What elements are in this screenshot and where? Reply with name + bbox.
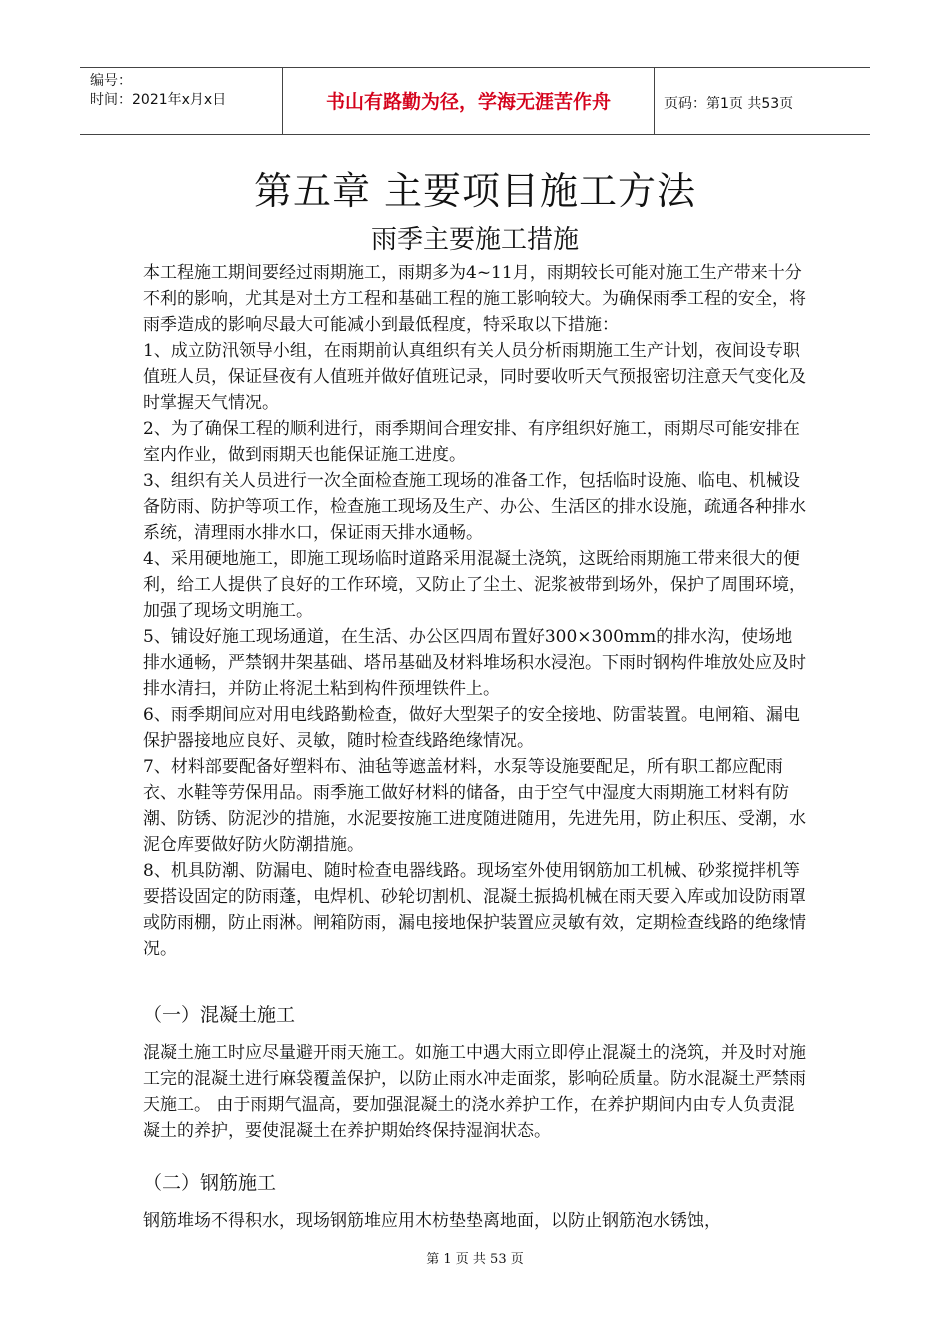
- paragraph: 5、铺设好施工现场通道，在生活、办公区四周布置好300×300mm的排水沟，使场地排水通畅，严禁钢井架基础、塔吊基础及材料堆场积水浸泡。下雨时钢构件堆放处应及时排水清扫，并防止将泥土粘到构件预埋铁件上。: [143, 627, 806, 699]
- header-page-label: 页码：第1页 共53页: [664, 96, 794, 112]
- header-motto: 书山有路勤为径，学海无涯苦作舟: [325, 91, 611, 113]
- section-text-concrete: 混凝土施工时应尽量避开雨天施工。如施工中遇大雨立即停止混凝土的浇筑，并及时对施工完的混凝土进行麻袋覆盖保护，以防止雨水冲走面浆，影响砼质量。防水混凝土严禁雨天施工。 由于雨期气温高，要加强混凝土的浇水养护工作，在养护期间内由专人负责混凝土的养护，要使混凝土在养护期始终保持湿润状态。: [143, 1043, 806, 1141]
- page-footer: 第 1 页 共 53 页: [426, 1252, 524, 1267]
- paragraph: 4、采用硬地施工，即施工现场临时道路采用混凝土浇筑，这既给雨期施工带来很大的便利，给工人提供了良好的工作环境，又防止了尘土、泥浆被带到场外，保护了周围环境，加强了现场文明施工。: [143, 549, 806, 621]
- paragraph: 2、为了确保工程的顺利进行，雨季期间合理安排、有序组织好施工，雨期尽可能安排在室内作业，做到雨期天也能保证施工进度。: [143, 419, 800, 465]
- header-bottom-rule: [80, 134, 870, 135]
- paragraph: 本工程施工期间要经过雨期施工，雨期多为4~11月，雨期较长可能对施工生产带来十分不利的影响，尤其是对土方工程和基础工程的施工影响较大。为确保雨季工程的安全，将雨季造成的影响尽最大可能减小到最低程度，特采取以下措施：: [143, 263, 806, 335]
- paragraph: 8、机具防潮、防漏电、随时检查电器线路。现场室外使用钢筋加工机械、砂浆搅拌机等要搭设固定的防雨蓬，电焊机、砂轮切割机、混凝土振捣机械在雨天要入库或加设防雨罩或防雨棚，防止雨淋。闸箱防雨，漏电接地保护装置应灵敏有效，定期检查线路的绝缘情况。: [143, 861, 806, 959]
- time-line: 时间：2021年x月x日: [90, 92, 227, 108]
- number-label: 编号：: [90, 73, 132, 89]
- section-heading-rebar: （二）钢筋施工: [143, 1172, 277, 1194]
- paragraph: 3、组织有关人员进行一次全面检查施工现场的准备工作，包括临时设施、临电、机械设备防雨、防护等项工作，检查施工现场及生产、办公、生活区的排水设施，疏通各种排水系统，清理雨水排水口，保证雨天排水通畅。: [143, 471, 806, 543]
- header-meta: [90, 72, 226, 110]
- section-text-rebar: 钢筋堆场不得积水，现场钢筋堆应用木枋垫垫离地面，以防止钢筋泡水锈蚀，: [143, 1211, 721, 1231]
- paragraph: 6、雨季期间应对用电线路勤检查，做好大型架子的安全接地、防雷装置。电闸箱、漏电保护器接地应良好、灵敏，随时检查线路绝缘情况。: [143, 705, 800, 751]
- paragraph: 1、成立防汛领导小组，在雨期前认真组织有关人员分析雨期施工生产计划，夜间设专职值班人员，保证昼夜有人值班并做好值班记录，同时要收听天气预报密切注意天气变化及时掌握天气情况。: [143, 341, 806, 413]
- document-body: [143, 260, 808, 1234]
- section-subtitle: 雨季主要施工措施: [370, 225, 579, 255]
- chapter-title: 第五章 主要项目施工方法: [253, 169, 697, 213]
- paragraph: 7、材料部要配备好塑料布、油毡等遮盖材料，水泵等设施要配足，所有职工都应配雨衣、水鞋等劳保用品。雨季施工做好材料的储备，由于空气中湿度大雨期施工材料有防潮、防锈、防泥沙的措施，水泥要按施工进度随进随用，先进先用，防止积压、受潮，水泥仓库要做好防火防潮措施。: [143, 757, 806, 855]
- section-heading-concrete: （一）混凝土施工: [143, 1004, 296, 1026]
- header-divider: [654, 67, 655, 134]
